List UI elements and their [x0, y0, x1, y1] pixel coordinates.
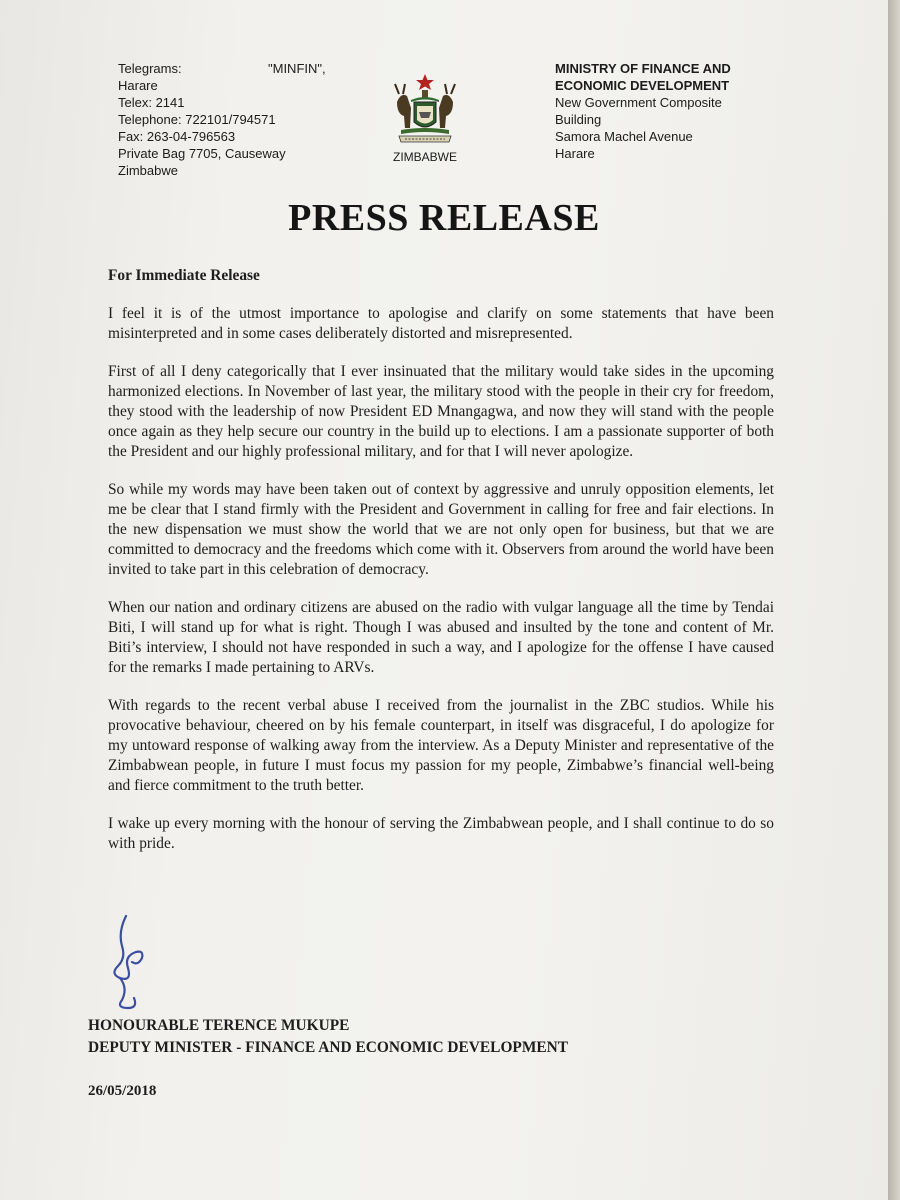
- desk-edge: [888, 0, 900, 1200]
- telegrams-label: Telegrams:: [118, 61, 182, 76]
- letterhead-ministry-block: [555, 60, 785, 162]
- release-body: [108, 266, 774, 872]
- signatory-name: HONOURABLE TERENCE MUKUPE: [88, 1017, 350, 1034]
- paragraph-4: When our nation and ordinary citizens are abused on the radio with vulgar language all the time by Tendai Biti, I will stand up for what is right. Though I was abused and insulted by the tone and content of Mr. Biti’s interview, I should not have responded in such a way, and I apologize for the offense I have caused for the remarks I made pertaining to ARVs.: [108, 599, 774, 676]
- letterhead-emblem: [380, 72, 470, 164]
- ministry-name-line2: ECONOMIC DEVELOPMENT: [555, 78, 730, 93]
- letterhead-contact-block: [118, 60, 358, 179]
- page-title: PRESS RELEASE: [288, 197, 600, 239]
- emblem-label: ZIMBABWE: [392, 150, 457, 164]
- ministry-address-line1: New Government Composite: [555, 95, 722, 110]
- ministry-address-line4: Harare: [555, 146, 595, 161]
- handwritten-signature-icon: [98, 912, 168, 1022]
- ministry-address-line2: Building: [555, 112, 602, 127]
- paragraph-1: I feel it is of the utmost importance to apologise and clarify on some statements that have been misinterpreted and in some cases deliberately distorted and misrepresented.: [108, 305, 774, 342]
- ministry-address-line3: Samora Machel Avenue: [555, 129, 693, 144]
- release-date: 26/05/2018: [88, 1083, 157, 1099]
- contact-telex: Telex: 2141: [118, 95, 185, 110]
- telegrams-value: "MINFIN",: [268, 61, 326, 76]
- contact-telephone: Telephone: 722101/794571: [118, 112, 276, 127]
- paragraph-5: With regards to the recent verbal abuse I received from the journalist in the ZBC studios. While his provocative behaviour, cheered on by his female counterpart, in itself was disgraceful, I do apologize for my untoward response of walking away from the interview. As a Deputy Minister and representative of the Zimbabwean people, in future I must focus my passion for my people, Zimbabwe’s financial well-being and fierce commitment to the truth better.: [108, 697, 774, 794]
- signatory-position: DEPUTY MINISTER - FINANCE AND ECONOMIC DEVELOPMENT: [88, 1039, 568, 1056]
- release-label: For Immediate Release: [108, 267, 260, 284]
- contact-country: Zimbabwe: [118, 163, 178, 178]
- paragraph-6: I wake up every morning with the honour of serving the Zimbabwean people, and I shall continue to do so with pride.: [108, 815, 774, 852]
- telegrams-row: [118, 60, 358, 77]
- contact-fax: Fax: 263-04-796563: [118, 129, 236, 144]
- paragraph-3: So while my words may have been taken out of context by aggressive and unruly opposition elements, let me be clear that I stand firmly with the President and Government in calling for free and fair elections. In the new dispensation we must show the world that we are not only open for business, but that we are committed to democracy and the freedoms which come with it. Observers from around the world have been invited to take part in this celebration of democracy.: [108, 481, 774, 578]
- signatory-block: [88, 1015, 568, 1059]
- ministry-name-line1: MINISTRY OF FINANCE AND: [555, 61, 731, 76]
- contact-address: Private Bag 7705, Causeway: [118, 146, 286, 161]
- zimbabwe-coat-of-arms-icon: [383, 72, 467, 148]
- paragraph-2: First of all I deny categorically that I ever insinuated that the military would take sides in the upcoming harmonized elections. In November of last year, the military stood with the people in their cry for freedom, they stood with the leadership of now President ED Mnangagwa, and now they will stand with the people once again as they help secure our country in the build up to elections. I am a passionate supporter of both the President and our highly professional military, and for that I will never apologize.: [108, 363, 774, 460]
- contact-city: Harare: [118, 78, 158, 93]
